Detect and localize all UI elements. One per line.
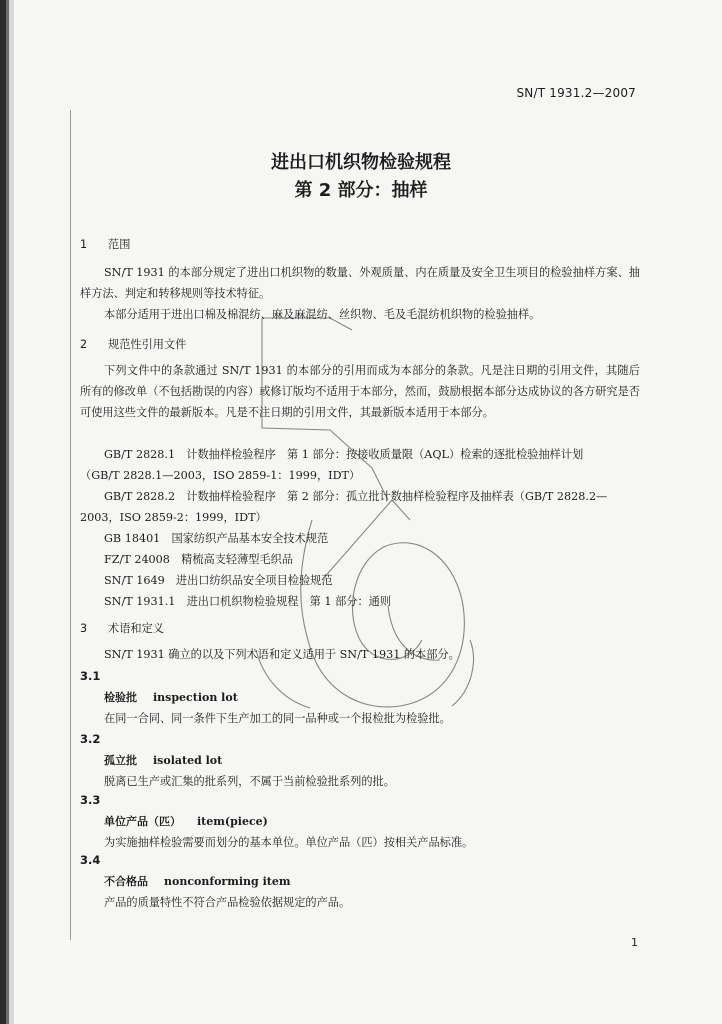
section-1-body [80, 262, 640, 325]
term-3-1 [80, 666, 640, 729]
reference-code: SN/T 1931.1 [104, 595, 176, 608]
reference-item [80, 570, 640, 591]
term-definition: 脱离已生产或汇集的批系列，不属于当前检验批系列的批。 [104, 775, 395, 788]
reference-title: 计数抽样检验程序 第 2 部分：孤立批计数抽样检验程序及抽样表（GB/T 2828.2— [186, 490, 608, 503]
reference-code: SN/T 1649 [104, 574, 165, 587]
document-title: 进出口机织物检验规程 [271, 152, 451, 173]
term-name [80, 811, 640, 832]
standard-code: SN/T 1931.2—2007 [516, 86, 636, 100]
term-number: 3.1 [80, 669, 101, 683]
term-name [80, 871, 640, 892]
page-number: 1 [631, 936, 638, 949]
reference-item [80, 444, 640, 486]
reference-item [80, 486, 640, 528]
reference-code: GB/T 2828.2 [104, 490, 176, 503]
reference-item [80, 549, 640, 570]
reference-code: GB/T 2828.1 [104, 448, 176, 461]
reference-title: 进出口纺织品安全项目检验规范 [175, 574, 333, 587]
section-3-intro [80, 644, 640, 665]
reference-title: 国家纺织产品基本安全技术规范 [171, 532, 329, 545]
section-heading [80, 334, 640, 355]
section-2-body [80, 360, 640, 423]
term-definition: 产品的质量特性不符合产品检验依据规定的产品。 [104, 896, 351, 909]
section-number: 3 [80, 622, 88, 635]
margin-rule [70, 110, 71, 940]
terms-intro: SN/T 1931 确立的以及下列术语和定义适用于 SN/T 1931 的本部分。 [104, 648, 460, 661]
document-subtitle: 第 2 部分：抽样 [294, 180, 428, 201]
reference-continuation: 2003，ISO 2859-2：1999，IDT） [80, 511, 267, 524]
term-en: isolated lot [153, 754, 223, 767]
section-1 [80, 234, 640, 255]
term-en: nonconforming item [164, 875, 291, 888]
section-title: 规范性引用文件 [108, 338, 187, 351]
term-3-4 [80, 850, 640, 913]
reference-item [80, 528, 640, 549]
section-number: 2 [80, 338, 88, 351]
section-heading [80, 234, 640, 255]
reference-code: GB 18401 [104, 532, 161, 545]
term-name [80, 750, 640, 771]
section-3 [80, 618, 640, 639]
term-name [80, 687, 640, 708]
section-number: 1 [80, 238, 88, 251]
reference-list [80, 444, 640, 612]
term-en: inspection lot [153, 691, 238, 704]
section-title: 术语和定义 [108, 622, 164, 635]
section-title: 范围 [108, 238, 131, 251]
term-definition: 在同一合同、同一条件下生产加工的同一品种或一个报检批为检验批。 [104, 712, 451, 725]
term-zh: 检验批 [104, 691, 137, 704]
reference-continuation: （GB/T 2828.1—2003，ISO 2859-1：1999，IDT） [80, 469, 361, 482]
reference-title: 精梳高支轻薄型毛织品 [181, 553, 294, 566]
section-2 [80, 334, 640, 355]
term-en: item(piece) [197, 815, 268, 828]
term-zh: 孤立批 [104, 754, 137, 767]
term-3-3 [80, 790, 640, 853]
term-zh: 不合格品 [104, 875, 148, 888]
term-number: 3.2 [80, 732, 101, 746]
normative-intro: 下列文件中的条款通过 SN/T 1931 的本部分的引用而成为本部分的条款。凡是注日期的引用文件，其随后所有的修改单（不包括勘误的内容）或修订版均不适用于本部分，然而，鼓励根据本部分达成协议的各方研究是否可使用这些文件的最新版本。凡是不注日期的引用文件，其最新版本适用于本部分。 [80, 364, 640, 419]
term-definition: 为实施抽样检验需要而划分的基本单位。单位产品（匹）按相关产品标准。 [104, 836, 474, 849]
term-zh: 单位产品（匹） [104, 815, 181, 828]
section-heading [80, 618, 640, 639]
reference-item [80, 591, 640, 612]
reference-title: 计数抽样检验程序 第 1 部分：按接收质量限（AQL）检索的逐批检验抽样计划 [186, 448, 584, 461]
term-number: 3.3 [80, 793, 101, 807]
scope-paragraph: 本部分适用于进出口棉及棉混纺、麻及麻混纺、丝织物、毛及毛混纺机织物的检验抽样。 [104, 308, 541, 321]
reference-code: FZ/T 24008 [104, 553, 170, 566]
scope-paragraph: SN/T 1931 的本部分规定了进出口机织物的数量、外观质量、内在质量及安全卫生项目的检验抽样方案、抽样方法、判定和转移规则等技术特征。 [80, 266, 640, 300]
term-number: 3.4 [80, 853, 101, 867]
term-3-2 [80, 729, 640, 792]
reference-title: 进出口机织物检验规程 第 1 部分：通则 [186, 595, 392, 608]
